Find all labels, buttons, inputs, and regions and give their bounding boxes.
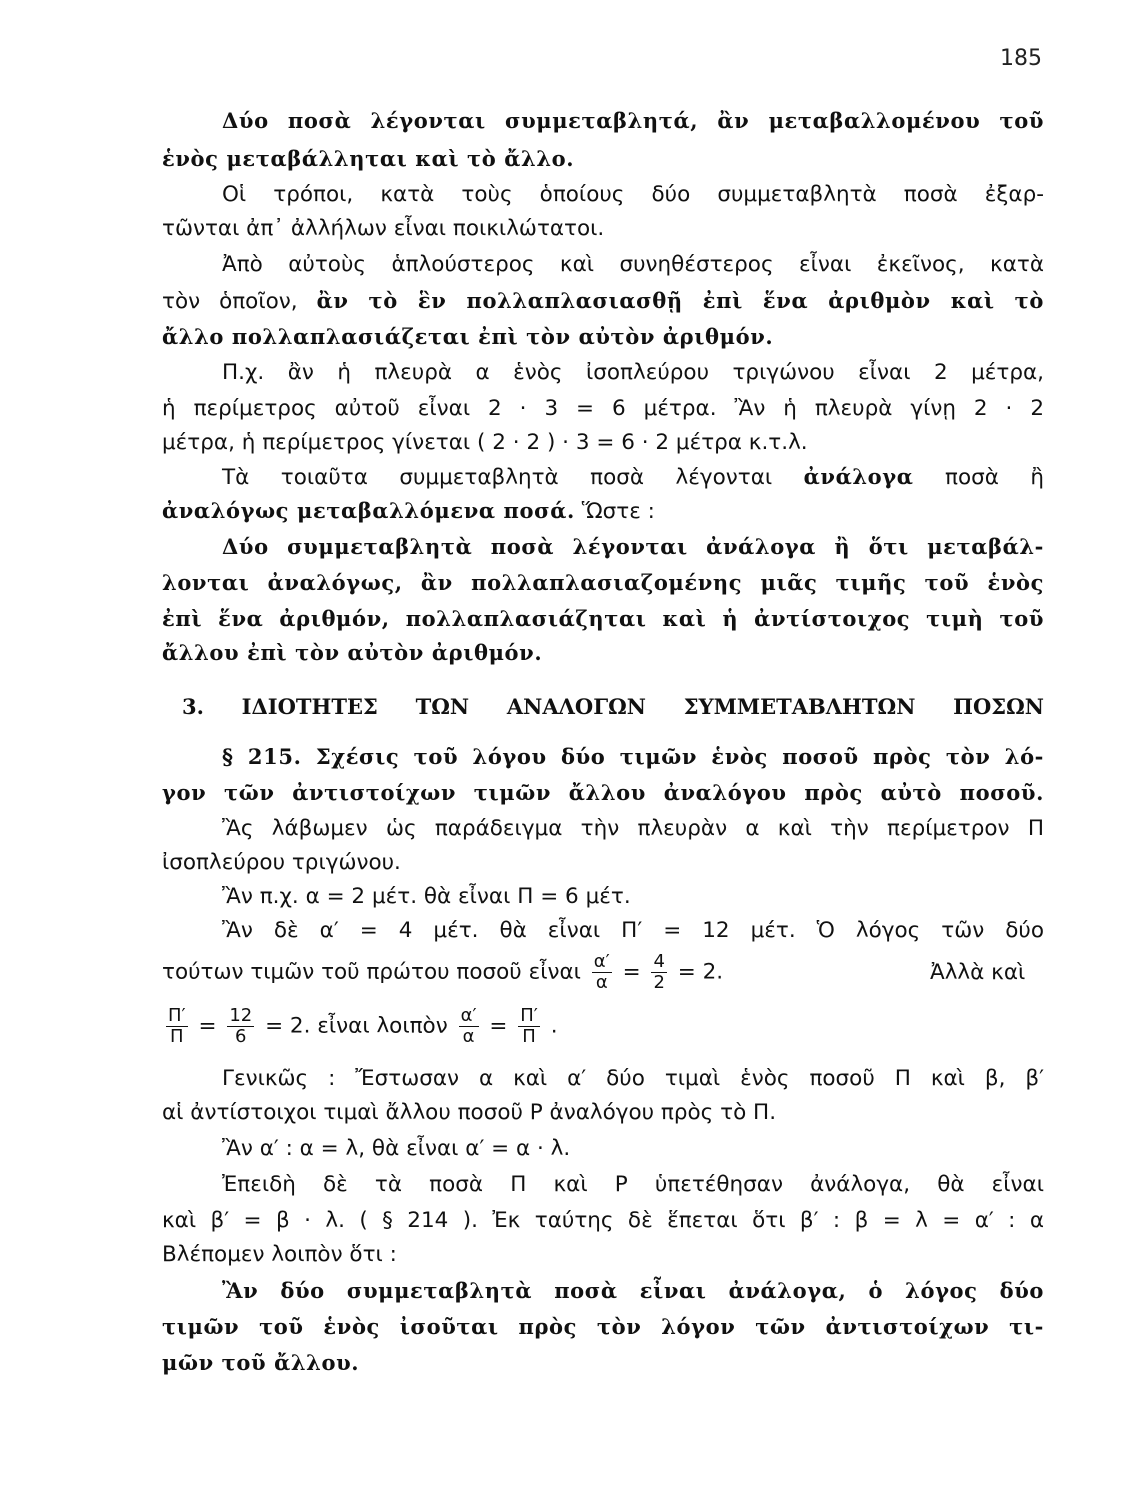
text-run: Ὥστε : <box>581 499 655 524</box>
text-line: καὶ β′ = β · λ. ( § 214 ). Ἐκ ταύτης δὲ ἕπεται ὅτι β′ : β = λ = α′ : α <box>162 1208 1044 1233</box>
fraction-denominator: Π <box>170 1026 184 1047</box>
text-line: Ἂν α′ : α = λ, θὰ εἶναι α′ = α · λ. <box>222 1136 571 1161</box>
text-line-mixed <box>222 462 1044 493</box>
text-run: ποσὰ ἢ <box>945 465 1044 490</box>
conclusion-line: Ἂν δύο συμμεταβλητὰ ποσὰ εἶναι ἀνάλογα, ὁ λόγος δύο <box>222 1278 1044 1303</box>
text-line: αἱ ἀντίστοιχοι τιμαὶ ἄλλου ποσοῦ Ρ ἀναλόγου πρὸς τὸ Π. <box>162 1100 777 1125</box>
equals-result: = 2. <box>677 959 724 985</box>
fraction <box>592 952 612 993</box>
text-run: Τὰ τοιαῦτα συμμεταβλητὰ ποσὰ λέγονται <box>222 465 773 490</box>
text-run: Ἀλλὰ καὶ <box>930 960 1026 985</box>
text-line: Ἂν δὲ α′ = 4 μέτ. θὰ εἶναι Π′ = 12 μέτ. Ὁ λόγος τῶν δύο <box>222 918 1044 943</box>
text-line: Ἐπειδὴ δὲ τὰ ποσὰ Π καὶ Ρ ὑπετέθησαν ἀνάλογα, θὰ εἶναι <box>222 1172 1044 1197</box>
section-heading: 3. ΙΔΙΟΤΗΤΕΣ ΤΩΝ ΑΝΑΛΟΓΩΝ ΣΥΜΜΕΤΑΒΛΗΤΩΝ ΠΟΣΩΝ <box>182 694 1044 719</box>
fraction <box>518 1006 540 1047</box>
bold-line: ἄλλο πολλαπλασιάζεται ἐπὶ τὸν αὐτὸν ἀριθμόν. <box>162 324 774 349</box>
text-run: τούτων τιμῶν τοῦ πρώτου ποσοῦ εἶναι <box>162 959 581 985</box>
text-line: Π.χ. ἂν ἡ πλευρὰ α ἑνὸς ἰσοπλεύρου τριγώνου εἶναι 2 μέτρα, <box>222 360 1044 385</box>
fraction-denominator: Π <box>522 1026 536 1047</box>
formula-line <box>162 952 723 993</box>
fraction-denominator: 6 <box>235 1026 247 1047</box>
fraction-numerator: Π′ <box>520 1005 538 1026</box>
fraction <box>227 1006 254 1047</box>
definition-line: ἄλλου ἐπὶ τὸν αὐτὸν ἀριθμόν. <box>162 640 543 665</box>
paragraph-title: § 215. Σχέσις τοῦ λόγου δύο τιμῶν ἑνὸς ποσοῦ πρὸς τὸν λό- <box>222 744 1044 769</box>
fraction-numerator: Π′ <box>168 1005 186 1026</box>
fraction-denominator: α <box>462 1026 475 1047</box>
fraction <box>459 1006 479 1047</box>
text-line: Οἱ τρόποι, κατὰ τοὺς ὁποίους δύο συμμεταβλητὰ ποσὰ ἐξαρ- <box>222 182 1044 207</box>
fraction-numerator: 12 <box>229 1005 253 1026</box>
text-line: ἡ περίμετρος αὐτοῦ εἶναι 2 · 3 = 6 μέτρα. Ἂν ἡ πλευρὰ γίνῃ 2 · 2 <box>162 396 1044 421</box>
text-line: μέτρα, ἡ περίμετρος γίνεται ( 2 · 2 ) · 3 = 6 · 2 μέτρα κ.τ.λ. <box>162 430 808 455</box>
text-line: τῶνται ἀπ᾽ ἀλλήλων εἶναι ποικιλώτατοι. <box>162 216 605 241</box>
page-number: 185 <box>1000 46 1042 71</box>
fraction-denominator: 2 <box>653 972 665 993</box>
text-line: Ἀπὸ αὐτοὺς ἁπλούστερος καὶ συνηθέστερος εἶναι ἐκεῖνος, κατὰ <box>222 252 1044 277</box>
text-line: ἰσοπλεύρου τριγώνου. <box>162 850 401 875</box>
period: . <box>550 1013 558 1039</box>
text-line: Βλέπομεν λοιπὸν ὅτι : <box>162 1242 397 1267</box>
equals-sign: = <box>198 1013 217 1039</box>
fraction-denominator: α <box>595 972 608 993</box>
definition-line: Δύο συμμεταβλητὰ ποσὰ λέγονται ἀνάλογα ἢ ὅτι μεταβάλ- <box>222 534 1044 559</box>
text-run: τὸν ὁποῖον, <box>162 289 298 314</box>
text-line: Γενικῶς : Ἔστωσαν α καὶ α′ δύο τιμαὶ ἑνὸς ποσοῦ Π καὶ β, β′ <box>222 1066 1044 1091</box>
text-line: Ἂς λάβωμεν ὡς παράδειγμα τὴν πλευρὰν α καὶ τὴν περίμετρον Π <box>222 816 1044 841</box>
formula-line <box>162 1006 558 1047</box>
definition-line: ἐπὶ ἕνα ἀριθμόν, πολλαπλασιάζηται καὶ ἡ ἀντίστοιχος τιμὴ τοῦ <box>162 606 1044 631</box>
text-line-mixed <box>162 496 1044 527</box>
conclusion-line: τιμῶν τοῦ ἑνὸς ἰσοῦται πρὸς τὸν λόγον τῶν ἀντιστοίχων τι- <box>162 1314 1044 1339</box>
definition-line: λονται ἀναλόγως, ἂν πολλαπλασιαζομένης μιᾶς τιμῆς τοῦ ἑνὸς <box>162 570 1044 595</box>
bold-run: ἂν τὸ ἓν πολλαπλασιασθῇ ἐπὶ ἕνα ἀριθμὸν καὶ τὸ <box>316 288 1044 313</box>
bold-run: ἀναλόγως μεταβαλλόμενα ποσά. <box>162 498 575 523</box>
equals-sign: = <box>489 1013 508 1039</box>
fraction-numerator: α′ <box>460 1005 477 1026</box>
fraction <box>651 952 666 993</box>
bold-run: ἀνάλογα <box>803 464 914 489</box>
fraction <box>166 1006 188 1047</box>
fraction-numerator: α′ <box>593 951 610 972</box>
equals-sign: = <box>622 959 641 985</box>
fraction-numerator: 4 <box>653 951 665 972</box>
equals-result: = 2. εἶναι λοιπὸν <box>265 1013 448 1039</box>
definition-line: ἑνὸς μεταβάλληται καὶ τὸ ἄλλο. <box>162 146 575 171</box>
conclusion-line: μῶν τοῦ ἄλλου. <box>162 1350 360 1375</box>
text-line-mixed <box>162 286 1044 317</box>
paragraph-title: γον τῶν ἀντιστοίχων τιμῶν ἄλλου ἀναλόγου πρὸς αὐτὸ ποσοῦ. <box>162 780 1044 805</box>
text-line: Ἂν π.χ. α = 2 μέτ. θὰ εἶναι Π = 6 μέτ. <box>222 884 631 909</box>
definition-line: Δύο ποσὰ λέγονται συμμεταβλητά, ἂν μεταβαλλομένου τοῦ <box>222 108 1044 133</box>
